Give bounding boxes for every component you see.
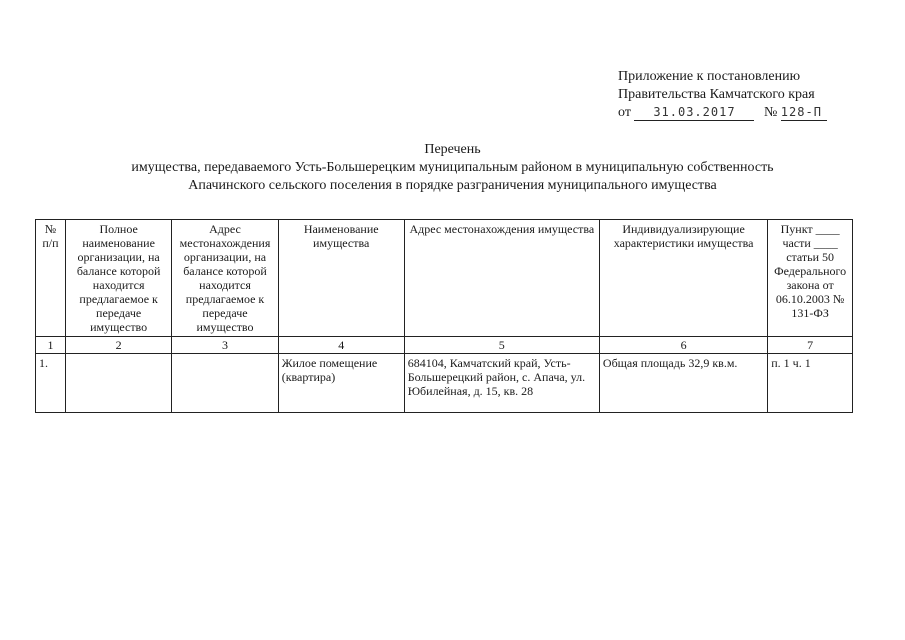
approval-date: 31.03.2017: [634, 105, 754, 121]
cell-org-name: [65, 354, 171, 413]
cell-characteristics: Общая площадь 32,9 кв.м.: [599, 354, 767, 413]
title-line-1: Перечень: [424, 142, 481, 157]
column-number: 3: [172, 337, 278, 354]
approval-number: 128-П: [781, 105, 827, 121]
approval-block: [618, 68, 888, 122]
header-cell-characteristics: Индивидуализирующие характеристики имущества: [599, 220, 767, 337]
column-number: 7: [768, 337, 853, 354]
approval-number-label: №: [763, 105, 778, 120]
approval-date-line: [618, 104, 888, 122]
column-number: 6: [599, 337, 767, 354]
header-cell-org-address: Адрес местонахождения организации, на балансе которой находится предлагаемое к передаче имущество: [172, 220, 278, 337]
title-line-3: Апачинского сельского поселения в порядке разграничения муниципального имущества: [188, 178, 717, 193]
table-header-row: [36, 220, 853, 337]
header-cell-number: № п/п: [36, 220, 66, 337]
header-cell-property-name: Наименование имущества: [278, 220, 404, 337]
approval-line-2: Правительства Камчатского края: [618, 87, 815, 102]
header-cell-org-name: Полное наименование организации, на балансе которой находится предлагаемое к передаче имущество: [65, 220, 171, 337]
title-line-2: имущества, передаваемого Усть-Большерецким муниципальным районом в муниципальную собственность: [131, 160, 774, 175]
column-number: 4: [278, 337, 404, 354]
column-number-row: [36, 337, 853, 354]
property-table: [35, 219, 853, 413]
column-number: 5: [404, 337, 599, 354]
cell-row-number: 1.: [36, 354, 66, 413]
table-row: [36, 354, 853, 413]
column-number: 1: [36, 337, 66, 354]
cell-property-name: Жилое помещение (квартира): [278, 354, 404, 413]
cell-property-address: 684104, Камчатский край, Усть-Большерецкий район, с. Апача, ул. Юбилейная, д. 15, кв. 28: [404, 354, 599, 413]
cell-clause: п. 1 ч. 1: [768, 354, 853, 413]
approval-date-prefix: от: [618, 105, 631, 120]
header-cell-clause: Пункт ____ части ____ статьи 50 Федерального закона от 06.10.2003 № 131-ФЗ: [768, 220, 853, 337]
cell-org-address: [172, 354, 278, 413]
document-title: [0, 141, 905, 195]
approval-line-1: Приложение к постановлению: [618, 69, 801, 84]
column-number: 2: [65, 337, 171, 354]
header-cell-property-address: Адрес местонахождения имущества: [404, 220, 599, 337]
